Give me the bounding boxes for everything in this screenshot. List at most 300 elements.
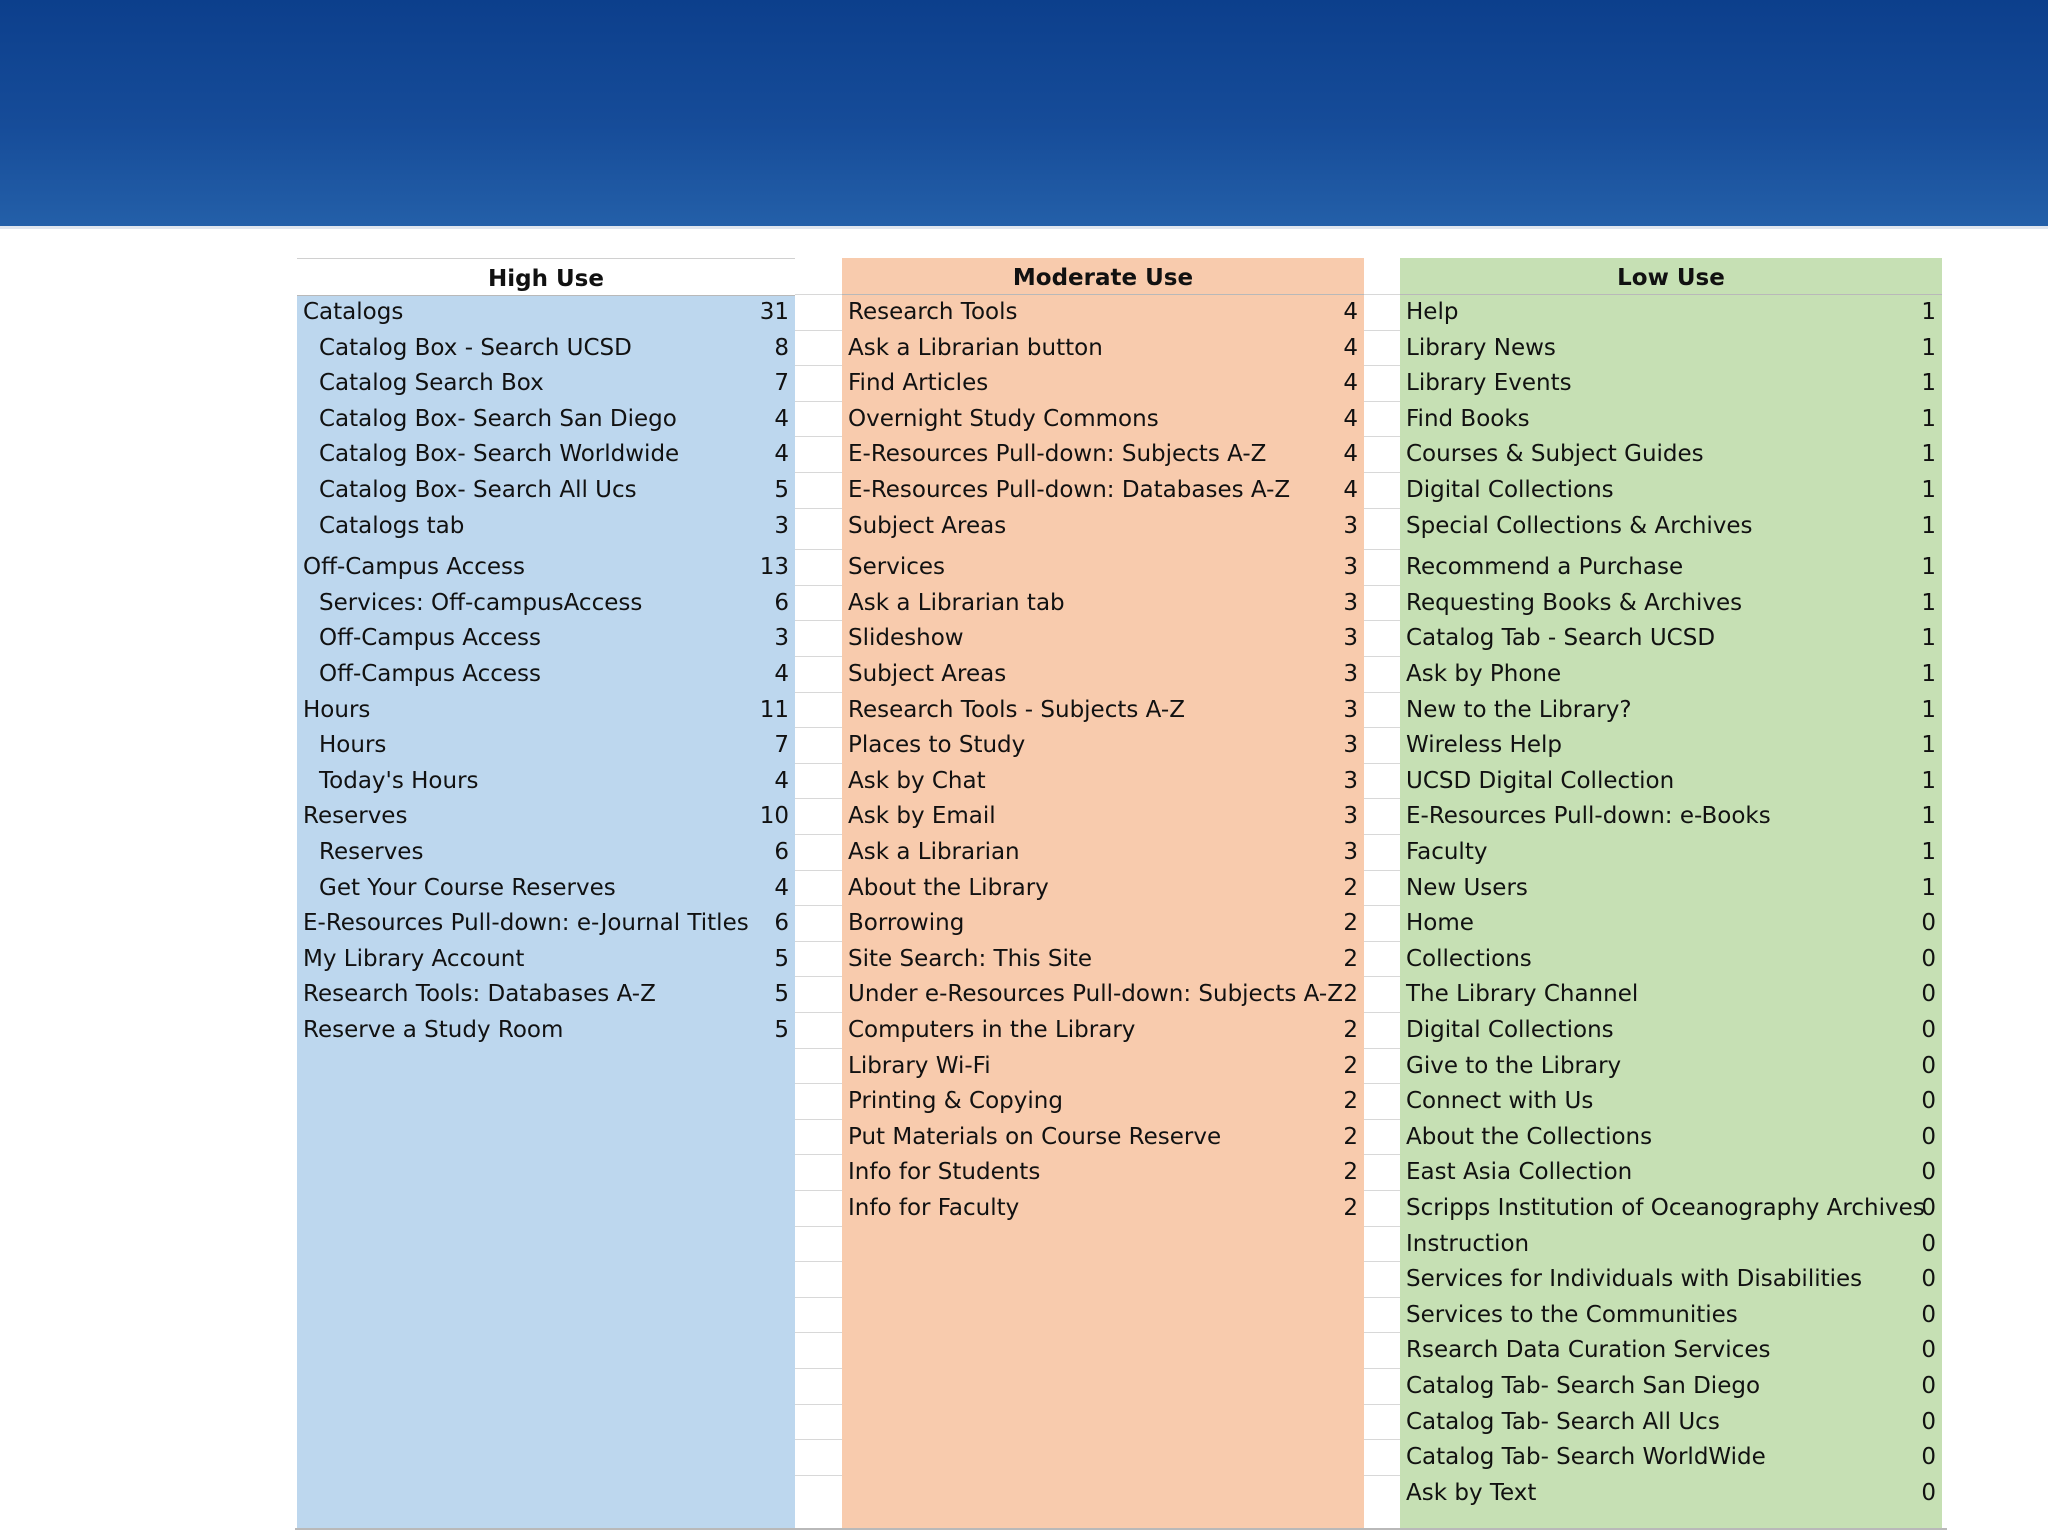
table-row [842, 1191, 1364, 1226]
row-count: 11 [759, 696, 789, 723]
row-count: 13 [759, 554, 789, 581]
table-row [1400, 1333, 1942, 1368]
table-row [842, 764, 1364, 799]
row-label: UCSD Digital Collection [1406, 767, 1675, 794]
row-count: 4 [774, 767, 789, 794]
row-label: Catalog Search Box [319, 370, 544, 397]
row-label: E-Resources Pull-down: e-Books [1406, 803, 1771, 830]
table-row [1400, 1013, 1942, 1048]
gridline [795, 1048, 842, 1049]
table-row [297, 799, 795, 834]
moderate-use-column [842, 258, 1364, 1530]
row-label: Under e-Resources Pull-down: Subjects A-Z [848, 981, 1343, 1008]
row-count: 0 [1921, 1301, 1936, 1328]
row-label: Services for Individuals with Disabilities [1406, 1266, 1863, 1293]
row-count: 0 [1921, 1088, 1936, 1115]
gridline [1364, 1083, 1400, 1084]
row-label: Ask by Phone [1406, 661, 1562, 687]
table-row [1400, 764, 1942, 799]
row-label: Catalog Box - Search UCSD [319, 334, 632, 361]
gridline [795, 1261, 842, 1262]
table-row [1400, 1405, 1942, 1440]
table-row [297, 657, 795, 692]
row-count: 4 [1343, 405, 1358, 432]
row-label: Slideshow [848, 625, 964, 652]
table-row [1400, 1227, 1942, 1262]
gridline [795, 1190, 842, 1191]
row-count: 3 [774, 512, 789, 539]
row-count: 0 [1921, 1479, 1936, 1506]
table-row [297, 621, 795, 656]
row-count: 2 [1343, 874, 1358, 901]
row-label: Connect with Us [1406, 1088, 1594, 1115]
row-count: 3 [1343, 732, 1358, 759]
row-label: Give to the Library [1406, 1052, 1622, 1079]
usage-table [295, 258, 1947, 1530]
row-count: 1 [1921, 554, 1936, 581]
row-count: 3 [1343, 554, 1358, 581]
table-row [297, 509, 795, 544]
row-count: 0 [1921, 1408, 1936, 1435]
row-count: 0 [1921, 981, 1936, 1008]
table-row [1400, 331, 1942, 366]
gridline [795, 294, 842, 295]
gridline [1364, 1012, 1400, 1013]
row-count: 5 [774, 477, 789, 503]
table-row [842, 799, 1364, 834]
row-label: Borrowing [848, 910, 965, 937]
row-count: 5 [774, 1017, 789, 1043]
row-label: Ask by Text [1406, 1479, 1537, 1506]
table-row [842, 437, 1364, 472]
low-use-header: Low Use [1400, 258, 1942, 295]
row-label: East Asia Collection [1406, 1159, 1633, 1186]
gridline [795, 941, 842, 942]
row-count: 1 [1921, 874, 1936, 901]
table-row [1400, 586, 1942, 621]
row-label: Ask by Chat [848, 767, 986, 794]
row-label: Places to Study [848, 732, 1026, 759]
row-label: Collections [1406, 945, 1532, 972]
row-count: 2 [1343, 981, 1358, 1008]
row-count: 1 [1921, 803, 1936, 830]
table-row [842, 1120, 1364, 1155]
gridline [1364, 1404, 1400, 1405]
row-label: Library News [1406, 334, 1556, 361]
row-count: 6 [774, 910, 789, 937]
row-label: Requesting Books & Archives [1406, 589, 1743, 616]
column-spacer [795, 258, 842, 1530]
table-row [297, 331, 795, 366]
row-label: Faculty [1406, 839, 1488, 865]
table-row [297, 942, 795, 977]
row-count: 0 [1921, 1444, 1936, 1471]
table-row [842, 586, 1364, 621]
row-count: 2 [1343, 945, 1358, 972]
gridline [795, 1368, 842, 1369]
row-label: Reserves [319, 839, 424, 865]
row-label: Ask a Librarian [848, 839, 1020, 865]
row-count: 4 [1343, 477, 1358, 503]
row-label: Special Collections & Archives [1406, 512, 1753, 539]
gridline [795, 585, 842, 586]
table-row [1400, 1191, 1942, 1226]
row-count: 1 [1921, 477, 1936, 503]
gridline [795, 727, 842, 728]
row-count: 2 [1343, 1159, 1358, 1186]
row-label: Services [848, 554, 945, 581]
table-row [1400, 657, 1942, 692]
row-label: Subject Areas [848, 512, 1007, 539]
gridline [1364, 585, 1400, 586]
gridline [1364, 330, 1400, 331]
row-label: New Users [1406, 874, 1528, 901]
table-row [842, 1013, 1364, 1048]
row-count: 3 [1343, 512, 1358, 539]
gridline [1364, 870, 1400, 871]
row-label: Catalog Tab- Search San Diego [1406, 1373, 1761, 1399]
row-count: 4 [1343, 334, 1358, 361]
row-count: 3 [1343, 696, 1358, 723]
row-count: 0 [1921, 1230, 1936, 1257]
row-count: 4 [774, 405, 789, 432]
high-use-column [297, 258, 795, 1530]
row-label: Help [1406, 299, 1459, 325]
gridline [1364, 763, 1400, 764]
table-row [1400, 1369, 1942, 1404]
row-label: Catalogs [303, 299, 404, 325]
table-row [842, 657, 1364, 692]
gridline [1364, 905, 1400, 906]
row-label: Rsearch Data Curation Services [1406, 1337, 1771, 1364]
table-row [1400, 977, 1942, 1012]
row-count: 1 [1921, 767, 1936, 794]
table-row [842, 1155, 1364, 1190]
low-use-column [1400, 258, 1942, 1530]
table-row [842, 1049, 1364, 1084]
table-row [297, 728, 795, 763]
table-row [1400, 366, 1942, 401]
row-label: Catalog Tab- Search All Ucs [1406, 1408, 1720, 1435]
table-row [297, 473, 795, 508]
row-label: Scripps Institution of Oceanography Archives [1406, 1195, 1925, 1221]
row-count: 7 [774, 370, 789, 397]
row-count: 0 [1921, 1123, 1936, 1150]
gridline [795, 1083, 842, 1084]
gridline [795, 330, 842, 331]
gridline [1364, 1297, 1400, 1298]
row-count: 3 [1343, 661, 1358, 687]
row-label: Info for Students [848, 1159, 1041, 1186]
table-row [1400, 509, 1942, 544]
table-row [842, 871, 1364, 906]
gridline [795, 1332, 842, 1333]
row-label: The Library Channel [1406, 981, 1639, 1008]
table-row [297, 586, 795, 621]
gridline [795, 1012, 842, 1013]
row-count: 6 [774, 839, 789, 865]
gridline [1364, 294, 1400, 295]
gridline [795, 976, 842, 977]
row-count: 2 [1343, 1088, 1358, 1115]
gridline [1364, 1154, 1400, 1155]
table-row [297, 1013, 795, 1048]
row-label: Instruction [1406, 1230, 1530, 1257]
table-row [1400, 621, 1942, 656]
row-label: Get Your Course Reserves [319, 874, 616, 901]
gridline [795, 1226, 842, 1227]
moderate-use-header: Moderate Use [842, 258, 1364, 295]
header-banner [0, 0, 2048, 229]
row-count: 31 [759, 299, 789, 325]
gridline [795, 1404, 842, 1405]
row-count: 1 [1921, 299, 1936, 325]
table-row [842, 835, 1364, 870]
row-count: 1 [1921, 732, 1936, 759]
row-label: E-Resources Pull-down: Subjects A-Z [848, 441, 1267, 468]
gridline [1364, 1190, 1400, 1191]
row-count: 7 [774, 732, 789, 759]
row-count: 0 [1921, 1266, 1936, 1293]
gridline [795, 834, 842, 835]
table-row [1400, 871, 1942, 906]
table-row [297, 871, 795, 906]
table-row [297, 977, 795, 1012]
row-count: 1 [1921, 334, 1936, 361]
gridline [1364, 656, 1400, 657]
row-label: Off-Campus Access [303, 554, 526, 581]
gridline [795, 1475, 842, 1476]
gridline [1364, 1368, 1400, 1369]
table-row [297, 906, 795, 941]
high-use-header: High Use [297, 258, 795, 296]
table-row [1400, 295, 1942, 330]
row-label: My Library Account [303, 945, 525, 972]
gridline [795, 798, 842, 799]
row-count: 2 [1343, 1052, 1358, 1079]
table-row [1400, 1440, 1942, 1475]
row-count: 1 [1921, 625, 1936, 652]
table-row [842, 509, 1364, 544]
row-label: Off-Campus Access [319, 661, 542, 687]
gridline [795, 1119, 842, 1120]
row-label: Courses & Subject Guides [1406, 441, 1704, 468]
table-row [842, 728, 1364, 763]
row-count: 4 [774, 441, 789, 468]
row-label: Info for Faculty [848, 1195, 1020, 1221]
row-label: Hours [303, 696, 371, 723]
gridline [1364, 508, 1400, 509]
row-label: Wireless Help [1406, 732, 1562, 759]
row-label: Catalog Box- Search San Diego [319, 405, 677, 432]
row-label: Digital Collections [1406, 477, 1614, 503]
row-label: E-Resources Pull-down: Databases A-Z [848, 477, 1291, 503]
table-row [297, 402, 795, 437]
gridline [795, 870, 842, 871]
gridline [795, 508, 842, 509]
table-row [1400, 1120, 1942, 1155]
row-label: Services to the Communities [1406, 1301, 1738, 1328]
gridline [1364, 1439, 1400, 1440]
row-count: 1 [1921, 441, 1936, 468]
row-count: 3 [1343, 839, 1358, 865]
row-label: New to the Library? [1406, 696, 1632, 723]
table-row [1400, 799, 1942, 834]
table-row [297, 550, 795, 585]
row-count: 0 [1921, 945, 1936, 972]
row-label: Subject Areas [848, 661, 1007, 687]
row-label: Catalog Tab- Search WorldWide [1406, 1444, 1766, 1471]
row-label: Research Tools: Databases A-Z [303, 981, 656, 1008]
row-label: Ask a Librarian button [848, 334, 1103, 361]
table-row [1400, 906, 1942, 941]
gridline [1364, 365, 1400, 366]
row-label: Put Materials on Course Reserve [848, 1123, 1222, 1150]
row-label: Research Tools [848, 299, 1018, 325]
row-count: 0 [1921, 1159, 1936, 1186]
row-label: About the Collections [1406, 1123, 1653, 1150]
gridline [795, 905, 842, 906]
gridline [795, 620, 842, 621]
row-count: 0 [1921, 1017, 1936, 1043]
gridline [1364, 941, 1400, 942]
row-count: 4 [1343, 370, 1358, 397]
table-row [1400, 1155, 1942, 1190]
row-count: 6 [774, 589, 789, 616]
table-row [1400, 1262, 1942, 1297]
gridline [795, 656, 842, 657]
row-count: 1 [1921, 839, 1936, 865]
row-count: 1 [1921, 589, 1936, 616]
row-count: 2 [1343, 910, 1358, 937]
row-count: 2 [1343, 1017, 1358, 1043]
row-count: 0 [1921, 910, 1936, 937]
table-row [842, 331, 1364, 366]
row-label: Find Articles [848, 370, 989, 397]
gridline [795, 401, 842, 402]
table-row [842, 473, 1364, 508]
gridline [1364, 549, 1400, 550]
row-label: Ask a Librarian tab [848, 589, 1065, 616]
table-row [297, 366, 795, 401]
row-count: 0 [1921, 1052, 1936, 1079]
table-row [297, 764, 795, 799]
table-row [842, 906, 1364, 941]
gridline [1364, 472, 1400, 473]
row-count: 5 [774, 981, 789, 1008]
row-label: Overnight Study Commons [848, 405, 1159, 432]
table-row [842, 977, 1364, 1012]
row-label: Digital Collections [1406, 1017, 1614, 1043]
row-count: 1 [1921, 370, 1936, 397]
row-label: Library Wi-Fi [848, 1052, 991, 1079]
row-count: 1 [1921, 661, 1936, 687]
row-label: Catalog Box- Search Worldwide [319, 441, 680, 468]
gridline [1364, 1332, 1400, 1333]
row-count: 1 [1921, 696, 1936, 723]
table-row [297, 437, 795, 472]
gridline [1364, 692, 1400, 693]
row-label: Today's Hours [319, 767, 479, 794]
table-row [842, 550, 1364, 585]
column-spacer [1364, 258, 1400, 1530]
row-label: Recommend a Purchase [1406, 554, 1684, 581]
row-label: About the Library [848, 874, 1049, 901]
gridline [795, 549, 842, 550]
gridline [1364, 1475, 1400, 1476]
row-count: 10 [759, 803, 789, 830]
row-count: 8 [774, 334, 789, 361]
table-row [1400, 942, 1942, 977]
table-row [1400, 550, 1942, 585]
gridline [1364, 620, 1400, 621]
table-row [842, 693, 1364, 728]
table-row [1400, 1049, 1942, 1084]
gridline [1364, 727, 1400, 728]
row-label: E-Resources Pull-down: e-Journal Titles [303, 910, 749, 937]
row-count: 0 [1921, 1195, 1936, 1221]
row-count: 3 [774, 625, 789, 652]
table-row [842, 402, 1364, 437]
gridline [795, 436, 842, 437]
table-row [842, 366, 1364, 401]
row-count: 0 [1921, 1337, 1936, 1364]
row-label: Services: Off-campusAccess [319, 589, 643, 616]
gridline [795, 763, 842, 764]
gridline [795, 1297, 842, 1298]
row-count: 4 [1343, 441, 1358, 468]
table-row [842, 621, 1364, 656]
table-row [297, 295, 795, 330]
table-bottom-border [295, 1528, 1947, 1530]
table-row [1400, 693, 1942, 728]
table-row [842, 295, 1364, 330]
row-count: 1 [1921, 512, 1936, 539]
table-row [842, 942, 1364, 977]
row-label: Find Books [1406, 405, 1530, 432]
gridline [1364, 436, 1400, 437]
row-label: Ask by Email [848, 803, 996, 830]
row-label: Computers in the Library [848, 1017, 1136, 1043]
row-label: Catalog Tab - Search UCSD [1406, 625, 1716, 652]
row-count: 3 [1343, 589, 1358, 616]
table-row [1400, 728, 1942, 763]
row-count: 3 [1343, 803, 1358, 830]
row-label: Off-Campus Access [319, 625, 542, 652]
row-label: Library Events [1406, 370, 1572, 397]
row-count: 4 [774, 661, 789, 687]
row-label: Home [1406, 910, 1474, 937]
table-row [1400, 1084, 1942, 1119]
gridline [1364, 798, 1400, 799]
row-label: Hours [319, 732, 387, 759]
gridline [795, 365, 842, 366]
row-label: Reserve a Study Room [303, 1017, 564, 1043]
gridline [1364, 1226, 1400, 1227]
row-count: 3 [1343, 767, 1358, 794]
row-count: 3 [1343, 625, 1358, 652]
gridline [1364, 1119, 1400, 1120]
table-row [1400, 473, 1942, 508]
row-count: 4 [774, 874, 789, 901]
gridline [795, 472, 842, 473]
gridline [795, 1439, 842, 1440]
row-count: 0 [1921, 1373, 1936, 1399]
table-row [297, 835, 795, 870]
table-row [1400, 402, 1942, 437]
row-count: 4 [1343, 299, 1358, 325]
row-label: Catalog Box- Search All Ucs [319, 477, 637, 503]
